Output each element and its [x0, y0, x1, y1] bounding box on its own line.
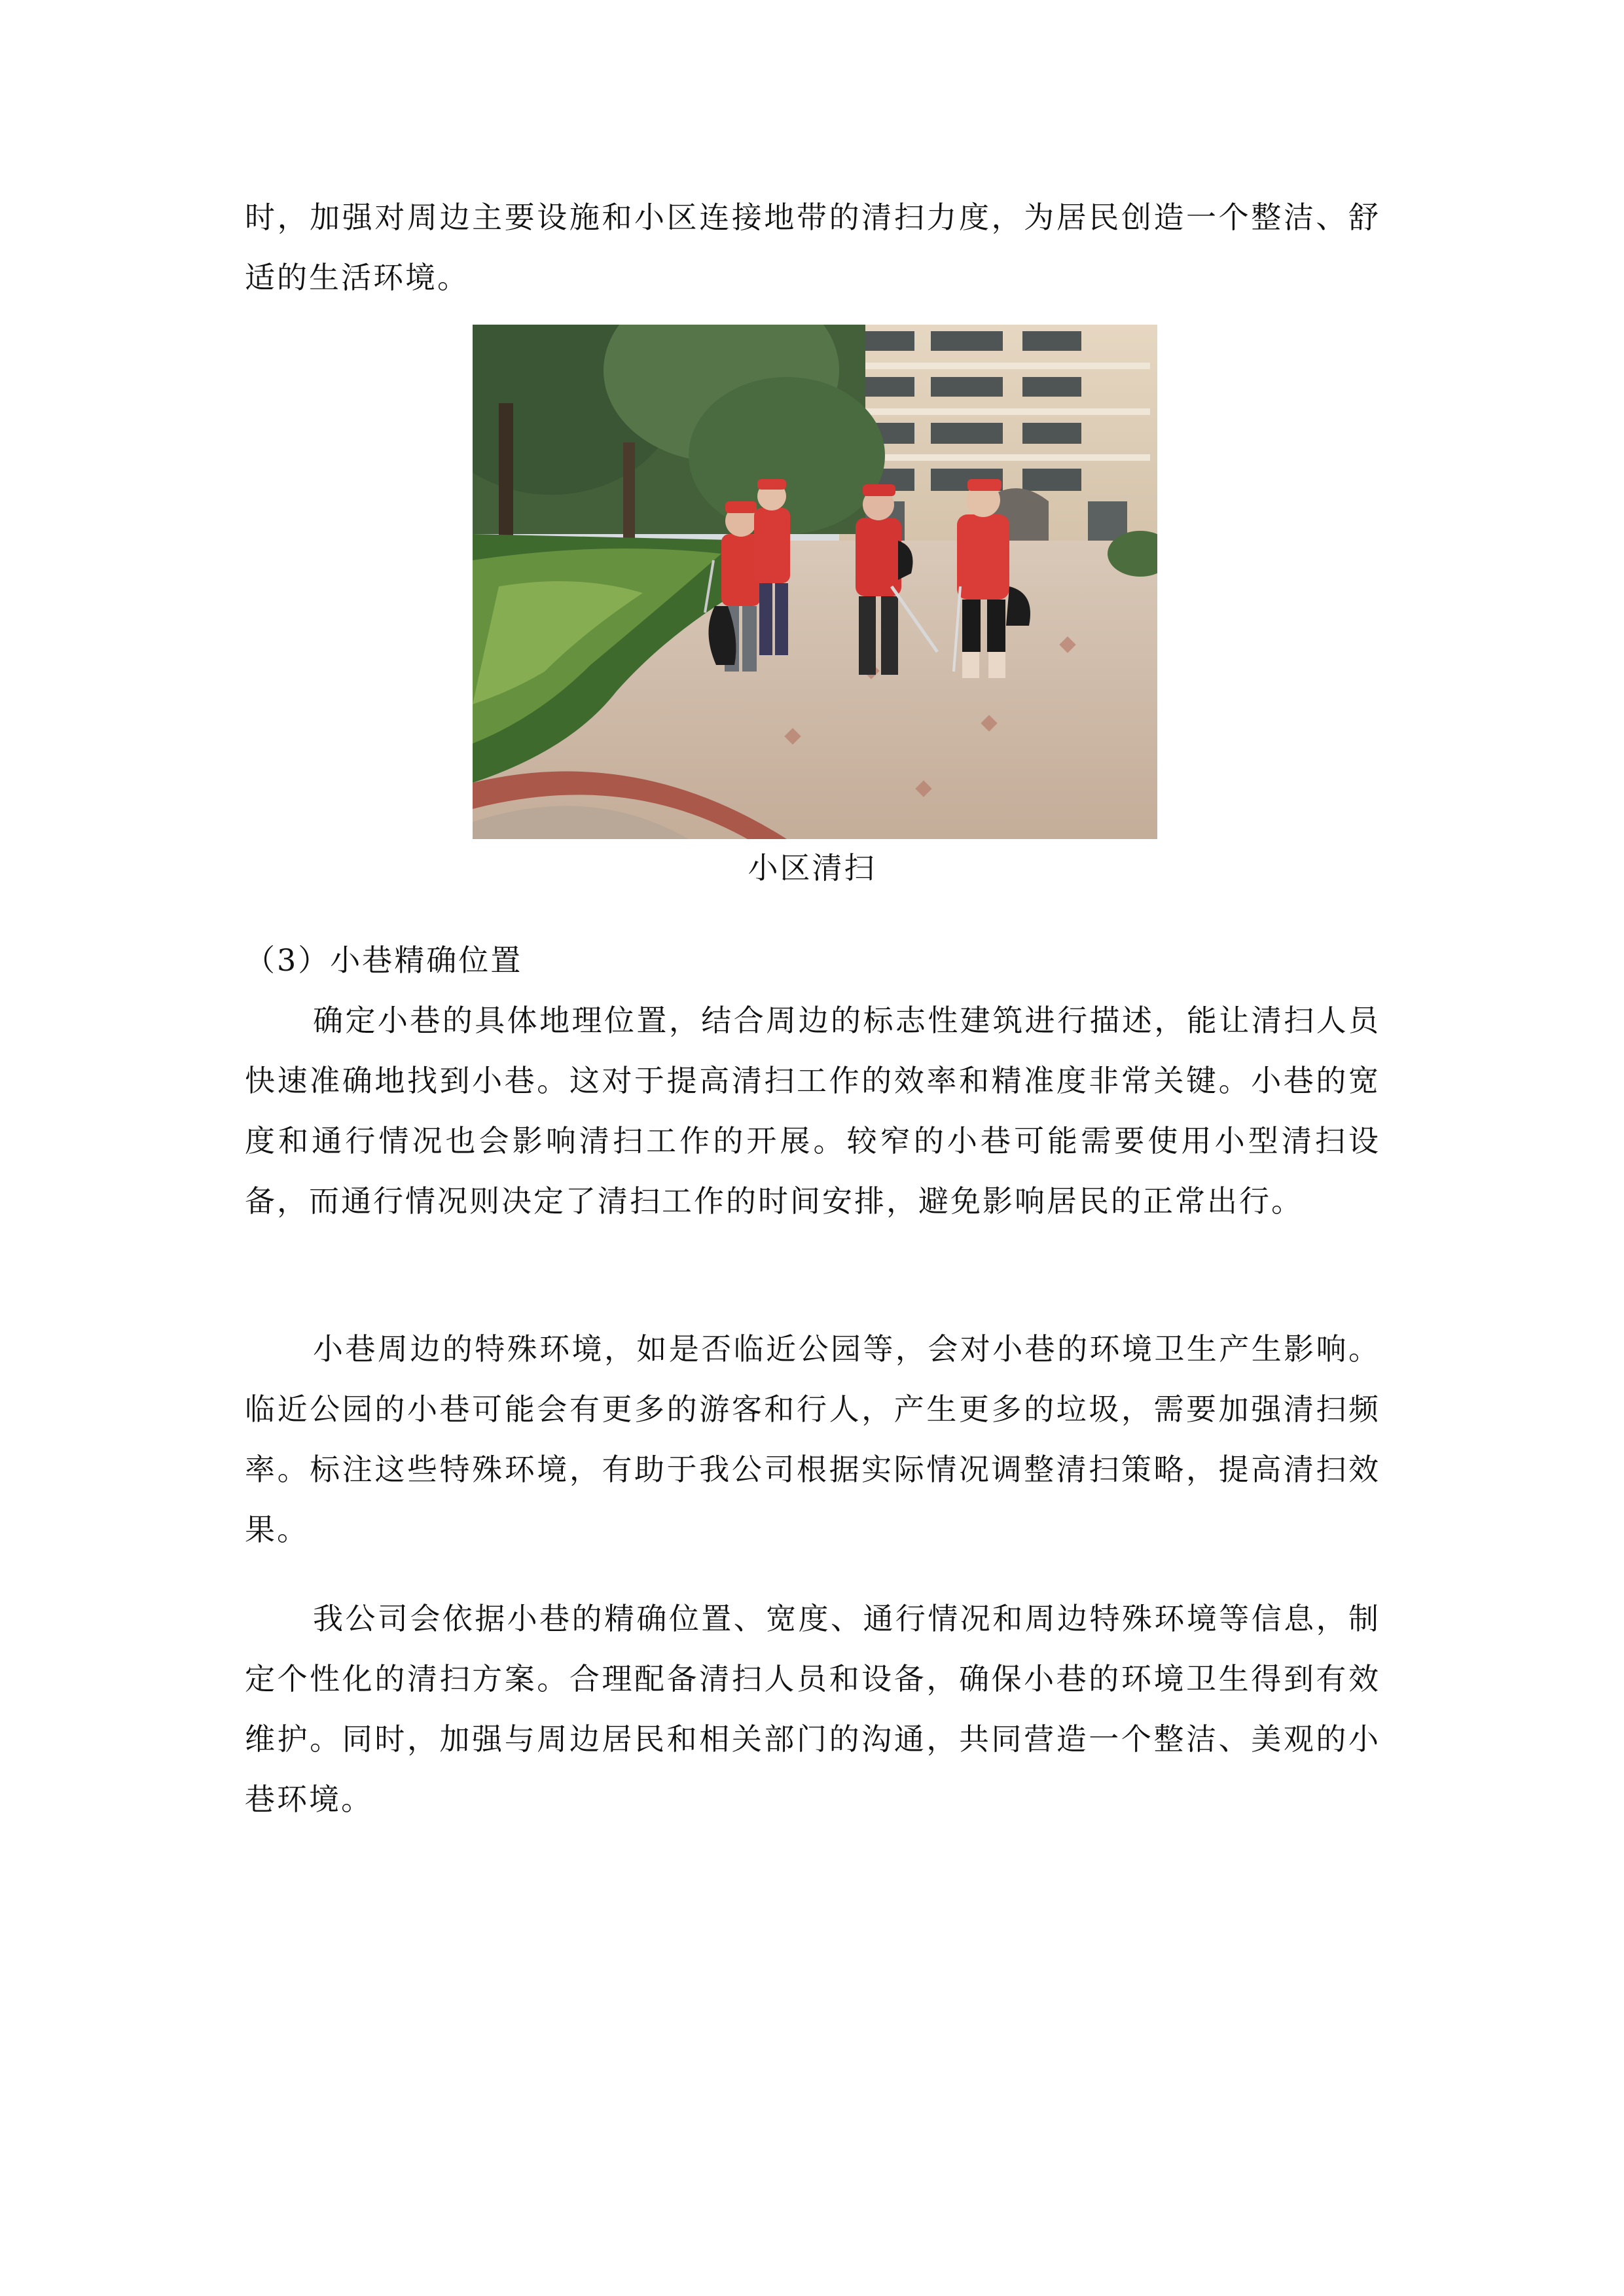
- figure-caption: 小区清扫: [748, 850, 876, 886]
- body-paragraph: 我公司会依据小巷的精确位置、宽度、通行情况和周边特殊环境等信息，制定个性化的清扫方案。合理配备清扫人员和设备，确保小巷的环境卫生得到有效维护。同时，加强与周边居民和相关部门的沟通，共同营造一个整洁、美观的小巷环境。: [245, 1601, 1380, 1817]
- section-heading: （3）小巷精确位置: [245, 942, 523, 978]
- body-paragraph: 小巷周边的特殊环境，如是否临近公园等，会对小巷的环境卫生产生影响。临近公园的小巷可能会有更多的游客和行人，产生更多的垃圾，需要加强清扫频率。标注这些特殊环境，有助于我公司根据实际情况调整清扫策略，提高清扫效果。: [245, 1331, 1380, 1547]
- community-cleaning-photo: [473, 325, 1157, 839]
- body-paragraph: 确定小巷的具体地理位置，结合周边的标志性建筑进行描述，能让清扫人员快速准确地找到小巷。这对于提高清扫工作的效率和精准度非常关键。小巷的宽度和通行情况也会影响清扫工作的开展。较窄的小巷可能需要使用小型清扫设备，而通行情况则决定了清扫工作的时间安排，避免影响居民的正常出行。: [245, 1003, 1380, 1219]
- intro-paragraph: 时，加强对周边主要设施和小区连接地带的清扫力度，为居民创造一个整洁、舒适的生活环境。: [245, 200, 1380, 295]
